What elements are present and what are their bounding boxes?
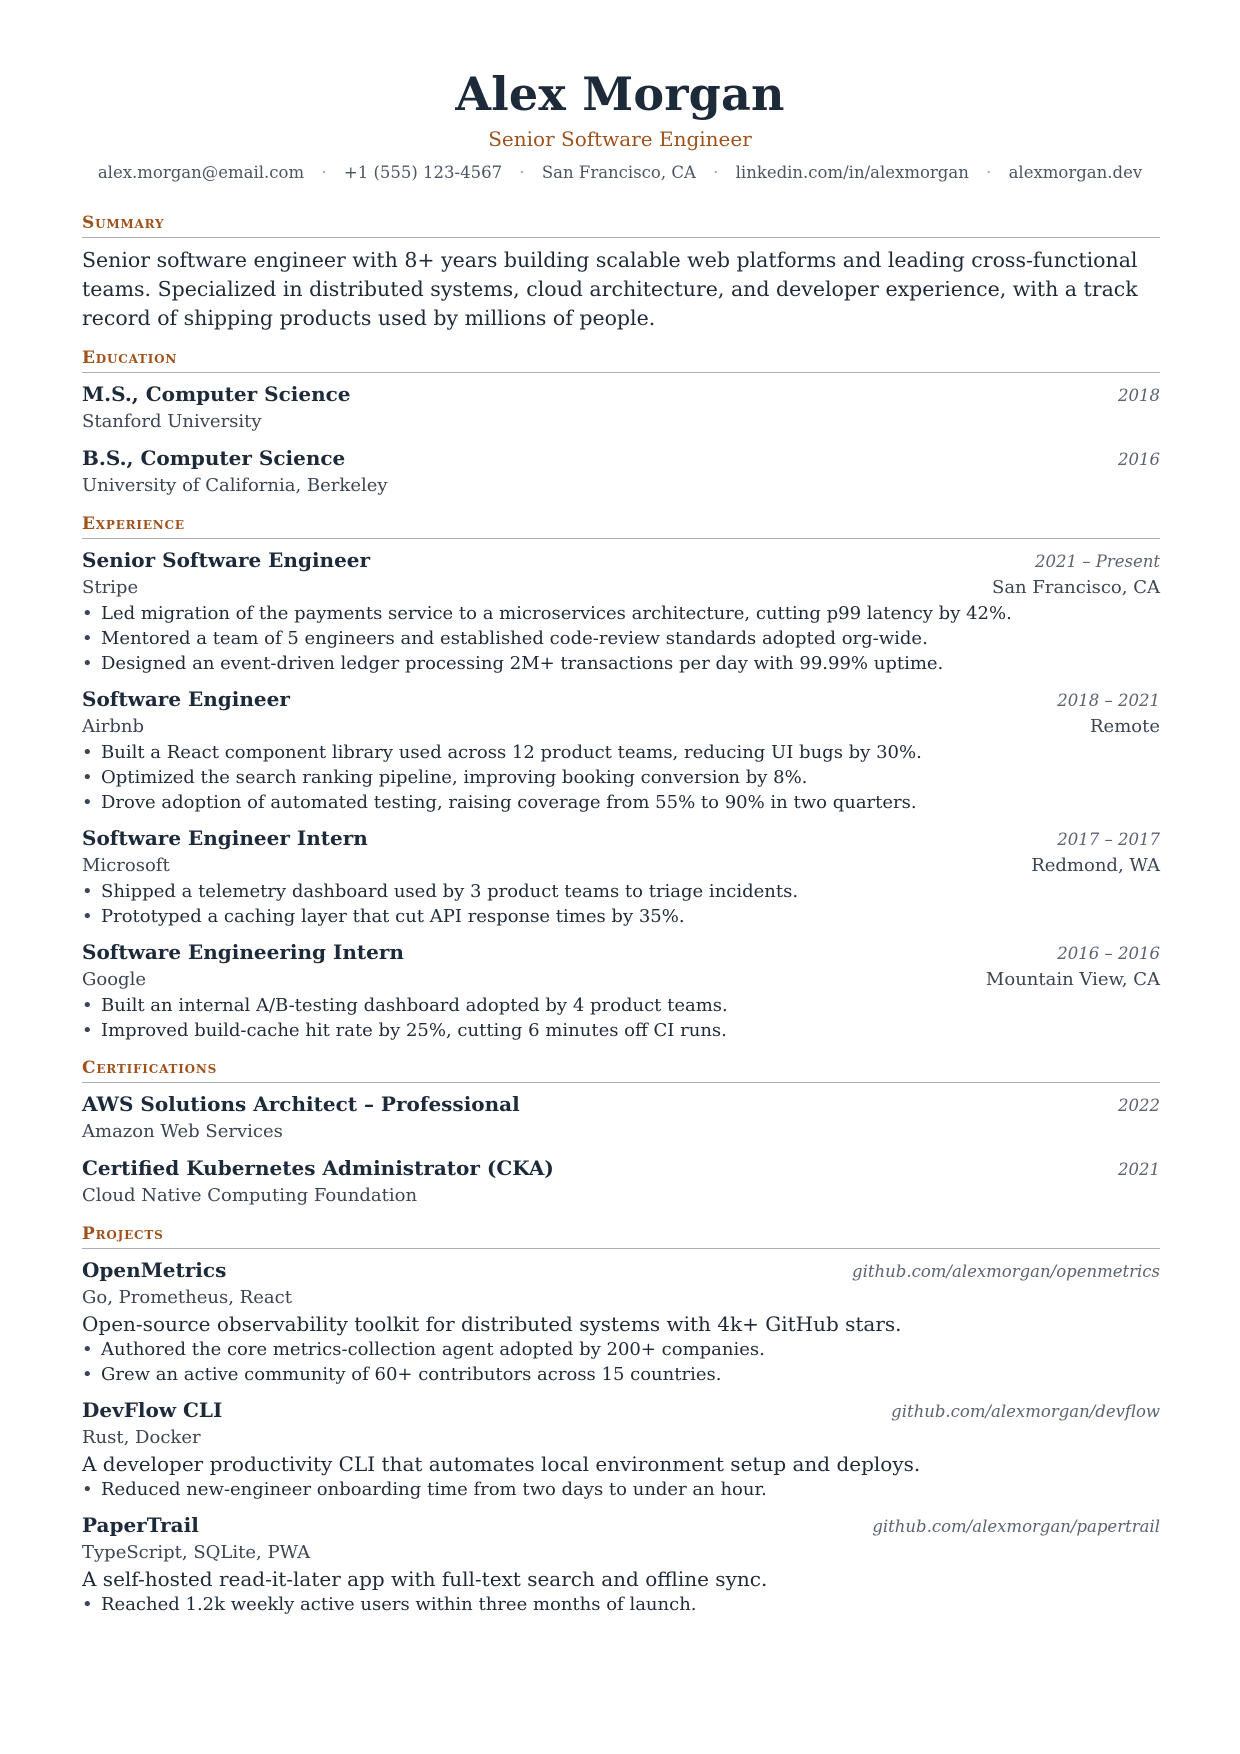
project-tech: Go, Prometheus, React <box>82 1287 292 1308</box>
certification-issuer: Amazon Web Services <box>82 1121 283 1142</box>
bullet-icon: • <box>82 1339 93 1360</box>
achievement-item: • Optimized the search ranking pipeline, improving booking conversion by 8%. <box>82 767 808 788</box>
summary-section <box>82 212 1160 333</box>
contact-linkedin[interactable]: linkedin.com/in/alexmorgan <box>735 163 969 182</box>
contact-line <box>0 162 1240 184</box>
company: Google <box>82 969 146 990</box>
highlight-item: • Authored the core metrics-collection agent adopted by 200+ companies. <box>82 1339 765 1360</box>
project-entry <box>82 1512 1160 1617</box>
section-title-education: Education <box>82 347 1160 373</box>
summary-text: Senior software engineer with 8+ years building scalable web platforms and leading cross-functional teams. Specialized in distributed systems, cloud architecture, and developer experience, with a track record of shipping products used by millions of people. <box>82 248 1138 330</box>
bullet-icon: • <box>82 742 93 763</box>
bullet-icon: • <box>82 603 93 624</box>
project-link[interactable]: github.com/alexmorgan/devflow <box>891 1402 1160 1421</box>
bullet-icon: • <box>82 1364 93 1385</box>
resume-content <box>82 212 1160 1631</box>
project-link[interactable]: github.com/alexmorgan/openmetrics <box>852 1262 1160 1281</box>
degree: M.S., Computer Science <box>82 382 351 406</box>
achievement-item: • Built an internal A/B-testing dashboard adopted by 4 product teams. <box>82 995 728 1016</box>
school: University of California, Berkeley <box>82 475 388 496</box>
resume-header <box>0 0 1240 184</box>
project-highlights <box>82 1592 1160 1617</box>
achievement-item: • Shipped a telemetry dashboard used by 3 product teams to triage incidents. <box>82 881 799 902</box>
certification-name: Certified Kubernetes Administrator (CKA) <box>82 1156 554 1180</box>
project-description: A self-hosted read-it-later app with full-text search and offline sync. <box>82 1567 768 1591</box>
certification-year: 2022 <box>1118 1096 1160 1115</box>
job-location: Redmond, WA <box>1031 855 1160 876</box>
contact-separator: · <box>519 163 525 182</box>
certification-entry <box>82 1091 1160 1145</box>
bullet-icon: • <box>82 1479 93 1500</box>
contact-separator: · <box>321 163 327 182</box>
company: Microsoft <box>82 855 170 876</box>
projects-section <box>82 1223 1160 1617</box>
candidate-name: Alex Morgan <box>455 67 785 121</box>
job-title: Senior Software Engineer <box>82 548 371 572</box>
certification-year: 2021 <box>1118 1160 1160 1179</box>
job-title: Software Engineer Intern <box>82 826 368 850</box>
contact-separator: · <box>986 163 992 182</box>
job-location: San Francisco, CA <box>991 577 1160 598</box>
project-highlights <box>82 1337 1160 1387</box>
achievement-item: • Mentored a team of 5 engineers and established code-review standards adopted org-wide. <box>82 628 928 649</box>
job-dates: 2018 – 2021 <box>1057 691 1160 710</box>
bullet-icon: • <box>82 767 93 788</box>
section-title-experience: Experience <box>82 513 1160 539</box>
bullet-icon: • <box>82 906 93 927</box>
project-description: A developer productivity CLI that automates local environment setup and deploys. <box>82 1452 921 1476</box>
experience-entry <box>82 825 1160 929</box>
bullet-icon: • <box>82 1020 93 1041</box>
achievement-list <box>82 879 1160 929</box>
graduation-year: 2016 <box>1118 450 1160 469</box>
section-title-summary: Summary <box>82 212 1160 238</box>
project-entry <box>82 1257 1160 1387</box>
certification-entry <box>82 1155 1160 1209</box>
project-name: PaperTrail <box>82 1513 199 1537</box>
project-tech: Rust, Docker <box>82 1427 201 1448</box>
company: Stripe <box>82 577 139 598</box>
bullet-icon: • <box>82 881 93 902</box>
highlight-item: • Reached 1.2k weekly active users within three months of launch. <box>82 1594 697 1615</box>
certification-name: AWS Solutions Architect – Professional <box>82 1092 520 1116</box>
achievement-list <box>82 601 1160 676</box>
education-entry <box>82 381 1160 435</box>
achievement-item: • Prototyped a caching layer that cut API response times by 35%. <box>82 906 685 927</box>
section-title-projects: Projects <box>82 1223 1160 1249</box>
job-dates: 2021 – Present <box>1035 552 1160 571</box>
candidate-role: Senior Software Engineer <box>488 127 752 151</box>
highlight-item: • Grew an active community of 60+ contributors across 15 countries. <box>82 1364 722 1385</box>
graduation-year: 2018 <box>1118 386 1160 405</box>
achievement-item: • Built a React component library used across 12 product teams, reducing UI bugs by 30%. <box>82 742 922 763</box>
bullet-icon: • <box>82 1594 93 1615</box>
project-name: OpenMetrics <box>82 1258 227 1282</box>
bullet-icon: • <box>82 995 93 1016</box>
section-title-certifications: Certifications <box>82 1057 1160 1083</box>
achievement-item: • Led migration of the payments service to a microservices architecture, cutting p99 latency by 42%. <box>82 603 1012 624</box>
certifications-section <box>82 1057 1160 1209</box>
experience-section <box>82 513 1160 1043</box>
contact-location: San Francisco, CA <box>541 163 696 182</box>
job-location: Mountain View, CA <box>985 969 1160 990</box>
project-entry <box>82 1397 1160 1502</box>
degree: B.S., Computer Science <box>82 446 346 470</box>
job-title: Software Engineering Intern <box>82 940 404 964</box>
job-dates: 2016 – 2016 <box>1057 944 1160 963</box>
bullet-icon: • <box>82 653 93 674</box>
job-location: Remote <box>1090 716 1160 737</box>
project-tech: TypeScript, SQLite, PWA <box>82 1542 311 1563</box>
experience-entry <box>82 547 1160 676</box>
achievement-list <box>82 740 1160 815</box>
highlight-item: • Reduced new-engineer onboarding time from two days to under an hour. <box>82 1479 767 1500</box>
project-link[interactable]: github.com/alexmorgan/papertrail <box>872 1517 1160 1536</box>
experience-entry <box>82 939 1160 1043</box>
company: Airbnb <box>82 716 144 737</box>
achievement-list <box>82 993 1160 1043</box>
contact-separator: · <box>713 163 719 182</box>
bullet-icon: • <box>82 628 93 649</box>
experience-entry <box>82 686 1160 815</box>
contact-phone: +1 (555) 123-4567 <box>343 163 503 182</box>
project-description: Open-source observability toolkit for distributed systems with 4k+ GitHub stars. <box>82 1312 902 1336</box>
project-name: DevFlow CLI <box>82 1398 223 1422</box>
contact-website[interactable]: alexmorgan.dev <box>1008 163 1143 182</box>
achievement-item: • Drove adoption of automated testing, raising coverage from 55% to 90% in two quarters. <box>82 792 917 813</box>
job-title: Software Engineer <box>82 687 290 711</box>
education-entry <box>82 445 1160 499</box>
job-dates: 2017 – 2017 <box>1057 830 1160 849</box>
certification-issuer: Cloud Native Computing Foundation <box>82 1185 418 1206</box>
school: Stanford University <box>82 411 262 432</box>
bullet-icon: • <box>82 792 93 813</box>
project-highlights <box>82 1477 1160 1502</box>
achievement-item: • Designed an event-driven ledger processing 2M+ transactions per day with 99.99% uptime. <box>82 653 944 674</box>
achievement-item: • Improved build-cache hit rate by 25%, cutting 6 minutes off CI runs. <box>82 1020 727 1041</box>
contact-email[interactable]: alex.morgan@email.com <box>97 163 305 182</box>
education-section <box>82 347 1160 499</box>
